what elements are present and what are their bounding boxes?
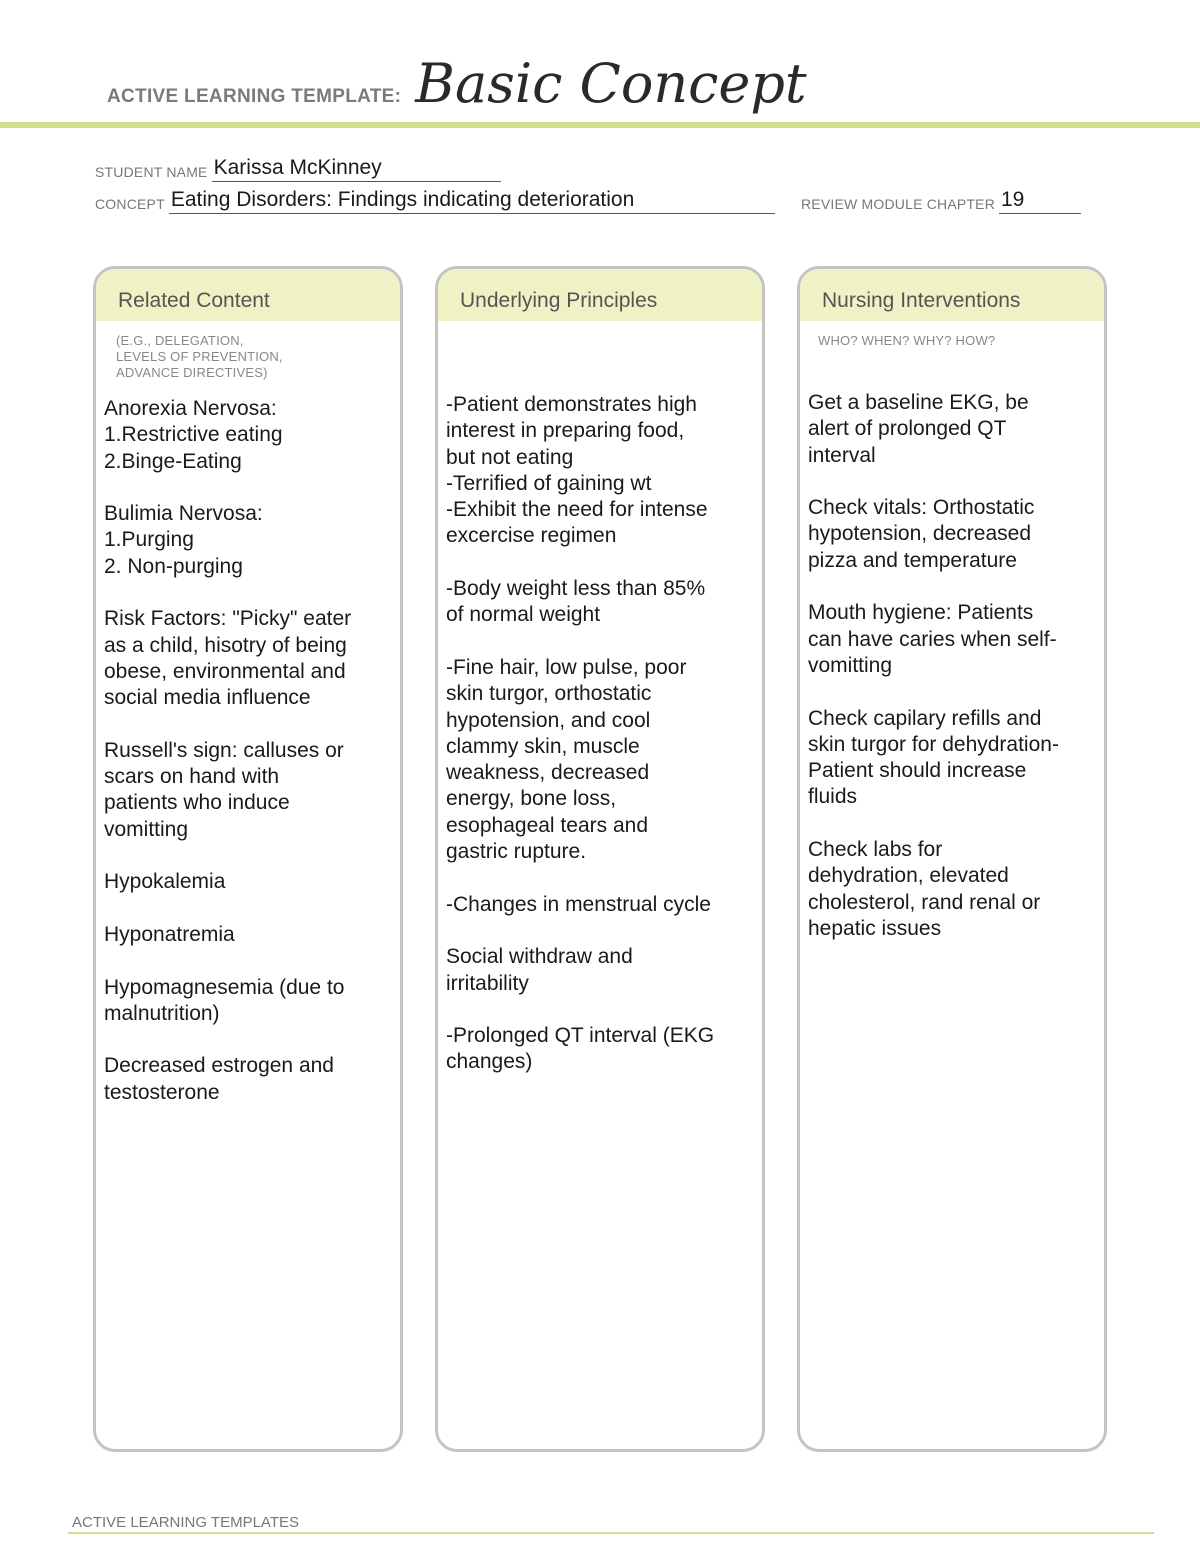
underlying-principles-panel xyxy=(435,266,765,1452)
related-content-subtitle: (E.G., DELEGATION, LEVELS OF PREVENTION, ADVANCE DIRECTIVES) xyxy=(116,333,283,380)
footer-label: ACTIVE LEARNING TEMPLATES xyxy=(72,1514,299,1531)
concept-row xyxy=(95,188,775,214)
template-title: Basic Concept xyxy=(415,52,807,115)
template-header xyxy=(107,52,807,122)
header-divider xyxy=(0,122,1200,128)
template-label: ACTIVE LEARNING TEMPLATE: xyxy=(107,86,402,107)
nursing-interventions-body[interactable]: Get a baseline EKG, be alert of prolonged QT interval Check vitals: Orthostatic hypotension, decreased pizza and temperature Mouth hygiene: Patients can have caries when self- vomitting Check capilary refills and skin turgor for dehydration- Patient should increase fluids Check labs for dehydration, elevated cholesterol, rand renal or hepatic issues xyxy=(808,391,1059,940)
concept-label: CONCEPT xyxy=(95,196,165,212)
concept-field[interactable]: Eating Disorders: Findings indicating deterioration xyxy=(169,188,775,214)
nursing-interventions-panel xyxy=(797,266,1107,1452)
review-chapter-field[interactable]: 19 xyxy=(999,188,1081,214)
related-content-header xyxy=(96,269,400,321)
student-name-row xyxy=(95,156,501,182)
review-chapter-label: REVIEW MODULE CHAPTER xyxy=(801,196,995,212)
review-chapter-row xyxy=(801,188,1081,214)
underlying-principles-title: Underlying Principles xyxy=(460,289,658,312)
related-content-title: Related Content xyxy=(118,289,270,312)
related-content-body[interactable]: Anorexia Nervosa: 1.Restrictive eating 2.Binge-Eating Bulimia Nervosa: 1.Purging 2. Non-purging Risk Factors: "Picky" eater as a child, hisotry of being obese, environmental and social media influence Russell's sign: calluses or scars on hand with patients who induce vomitting Hypokalemia Hyponatremia Hypomagnesemia (due to malnutrition) Decreased estrogen and testosterone xyxy=(104,397,352,1104)
student-name-field[interactable]: Karissa McKinney xyxy=(212,156,501,182)
underlying-principles-body[interactable]: -Patient demonstrates high interest in preparing food, but not eating -Terrified of gaining wt -Exhibit the need for intense excercise regimen -Body weight less than 85% of normal weight -Fine hair, low pulse, poor skin turgor, orthostatic hypotension, and cool clammy skin, muscle weakness, decreased energy, bone loss, esophageal tears and gastric rupture. -Changes in menstrual cycle Social withdraw and irritability -Prolonged QT interval (EKG changes) xyxy=(446,393,715,1074)
student-name-label: STUDENT NAME xyxy=(95,164,208,180)
footer-divider xyxy=(68,1532,1154,1534)
underlying-principles-header xyxy=(438,269,762,321)
nursing-interventions-title: Nursing Interventions xyxy=(822,289,1021,312)
nursing-interventions-header xyxy=(800,269,1104,321)
related-content-panel xyxy=(93,266,403,1452)
nursing-interventions-subtitle: WHO? WHEN? WHY? HOW? xyxy=(818,333,996,348)
